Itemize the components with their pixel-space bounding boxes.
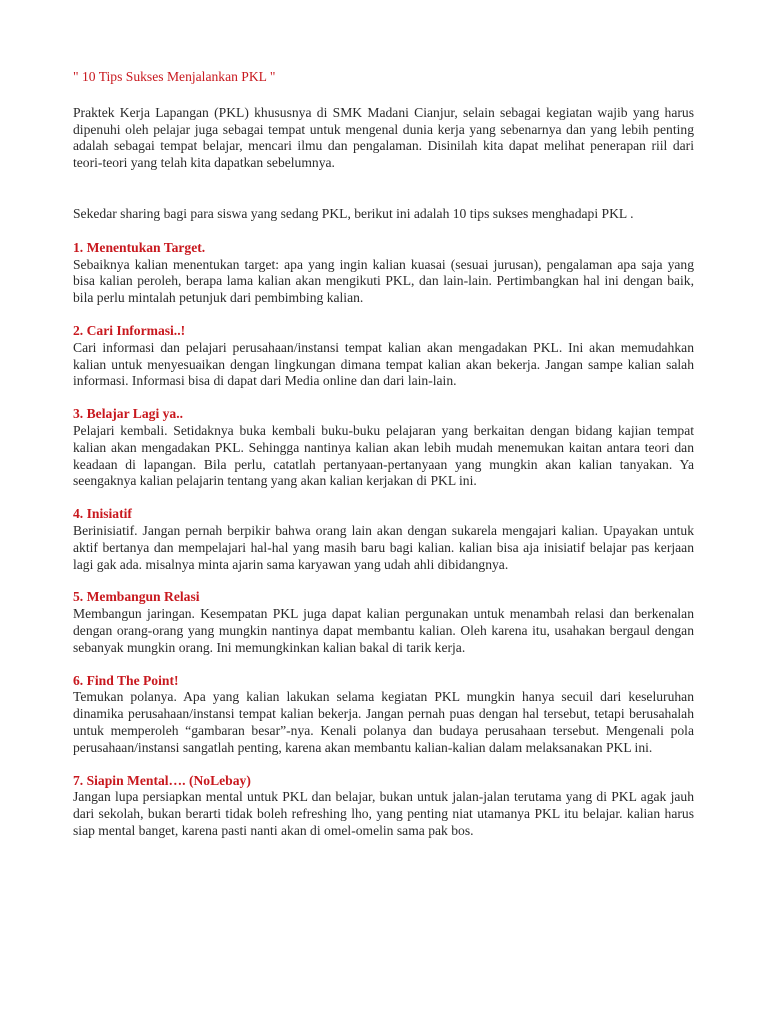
tip-heading: 5. Membangun Relasi xyxy=(73,589,200,605)
document-content xyxy=(73,69,694,856)
sharing-paragraph: Sekedar sharing bagi para siswa yang sedang PKL, berikut ini adalah 10 tips sukses menghadapi PKL . xyxy=(73,205,634,221)
tip-heading: 2. Cari Informasi..! xyxy=(73,322,186,338)
tip-heading: 4. Inisiatif xyxy=(73,506,132,522)
intro-paragraph: Praktek Kerja Lapangan (PKL) khususnya di SMK Madani Cianjur, selain sebagai kegiatan wajib yang harus dipenuhi oleh pelajar juga sebagai tempat untuk mengenal dunia kerja yang sebenarnya dan yang lebih penting adalah sebagai tempat belajar, mencari ilmu dan pengalaman. Disinilah kita dapat melihat penerapan riil dari teori-teori yang telah kita dapatkan sebelumnya. xyxy=(73,104,694,171)
tip-body: Pelajari kembali. Setidaknya buka kembali buku-buku pelajaran yang berkaitan dengan bidang kajian tempat kalian akan mengadakan PKL. Sehingga nantinya kalian akan lebih mudah menemukan kaitan antara teori dan keadaan di lapangan. Bila perlu, catatlah pertanyaan-pertanyaan yang mungkin akan kalian tanyakan. Ya seengaknya kalian pelajarin tentang yang akan kalian kerjakan di PKL ini. xyxy=(73,422,694,489)
tip-heading: 3. Belajar Lagi ya.. xyxy=(73,406,184,422)
tip-section-1 xyxy=(73,240,694,307)
tip-heading: 6. Find The Point! xyxy=(73,672,179,688)
document-title: " 10 Tips Sukses Menjalankan PKL " xyxy=(73,69,276,84)
tip-body: Membangun jaringan. Kesempatan PKL juga dapat kalian pergunakan untuk menambah relasi dan berkenalan dengan orang-orang yang mungkin nantinya dapat membantu kalian. Oleh karena itu, usahakan bergaul dengan sebanyak mungkin orang. Ini memungkinkan kalian bakal di tarik kerja. xyxy=(73,606,694,655)
tip-section-4 xyxy=(73,506,694,573)
tip-section-2 xyxy=(73,323,694,390)
tip-heading: 7. Siapin Mental…. (NoLebay) xyxy=(73,772,251,788)
tip-heading: 1. Menentukan Target. xyxy=(73,239,206,255)
tip-body: Jangan lupa persiapkan mental untuk PKL dan belajar, bukan untuk jalan-jalan terutama yang di PKL agak jauh dari sekolah, bukan berarti tidak boleh refreshing lho, yang penting niat utamanya PKL itu belajar. kalian harus siap mental banget, karena pasti nanti akan di omel-omelin sama pak bos. xyxy=(73,789,694,838)
tip-body: Cari informasi dan pelajari perusahaan/instansi tempat kalian akan mengadakan PKL. Ini akan memudahkan kalian untuk menyesuaikan dengan lingkungan dimana tempat kalian akan bekerja. Jangan sampe kalian salah informasi. Informasi bisa di dapat dari Media online dan dari lain-lain. xyxy=(73,339,694,389)
tip-section-7 xyxy=(73,773,694,840)
tip-body: Sebaiknya kalian menentukan target: apa yang ingin kalian kuasai (sesuai jurusan), pengalaman apa saja yang bisa kalian peroleh, berapa lama kalian akan mengikuti PKL, dan lain-lain. Pertimbangkan hal ini dengan baik, bila perlu mintalah petunjuk dari pembimbing kalian. xyxy=(73,256,694,306)
tip-body: Berinisiatif. Jangan pernah berpikir bahwa orang lain akan dengan sukarela mengajari kalian. Upayakan untuk aktif bertanya dan mempelajari hal-hal yang masih baru bagi kalian. kalian bisa aja inisiatif belajar pas kerjaan lagi gak ada. misalnya minta ajarin sama karyawan yang udah ahli dibidangnya. xyxy=(73,522,694,572)
tip-section-6 xyxy=(73,673,694,757)
tip-section-5 xyxy=(73,589,694,656)
tip-section-3 xyxy=(73,406,694,490)
tip-body: Temukan polanya. Apa yang kalian lakukan selama kegiatan PKL mungkin hanya secuil dari keseluruhan dinamika perusahaan/instansi tempat kalian bekerja. Jangan pernah puas dengan hal tersebut, tetapi berusahalah untuk memperoleh “gambaran besar”-nya. Kenali polanya dan budaya perusahaan tersebut. Mengenali pola perusahaan/instansi sangatlah penting, karena akan membantu kalian-kalian dalam melaksanakan PKL ini. xyxy=(73,689,694,755)
